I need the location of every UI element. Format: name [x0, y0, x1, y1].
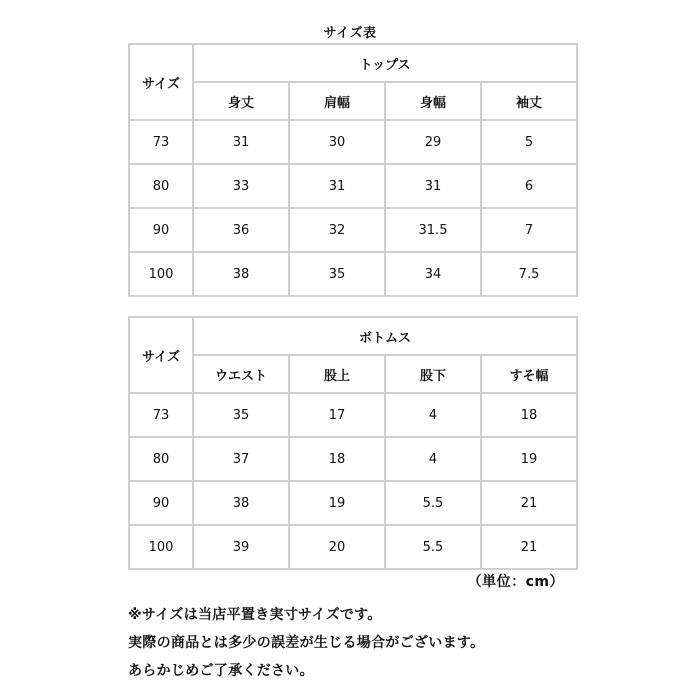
table-cell: 4: [385, 393, 481, 437]
bottoms-size-table: [128, 316, 578, 570]
table-cell: 6: [481, 164, 577, 208]
table-row: [129, 120, 577, 164]
table-cell: 20: [289, 525, 385, 569]
table-row: [129, 525, 577, 569]
table-cell: 37: [193, 437, 289, 481]
table-cell: 5.5: [385, 481, 481, 525]
size-column-header: サイズ: [129, 44, 193, 120]
table-cell: 33: [193, 164, 289, 208]
table-cell: 32: [289, 208, 385, 252]
size-cell: 80: [129, 164, 193, 208]
table-cell: 36: [193, 208, 289, 252]
size-cell: 100: [129, 525, 193, 569]
bottoms-group-header: ボトムス: [193, 317, 577, 355]
table-cell: 5: [481, 120, 577, 164]
table-cell: 18: [289, 437, 385, 481]
table-cell: 34: [385, 252, 481, 296]
note-line-variance: 実際の商品とは多少の誤差が生じる場合がございます。: [128, 635, 485, 651]
table-cell: 39: [193, 525, 289, 569]
table-cell: 17: [289, 393, 385, 437]
table-row: [129, 208, 577, 252]
table-row: [129, 437, 577, 481]
table-cell: 29: [385, 120, 481, 164]
size-cell: 90: [129, 208, 193, 252]
table-cell: 35: [289, 252, 385, 296]
column-header-hem-width: すそ幅: [481, 355, 577, 393]
column-header-rise: 股上: [289, 355, 385, 393]
column-header-inseam: 股下: [385, 355, 481, 393]
note-line-acknowledgement: あらかじめご了承ください。: [128, 663, 314, 679]
table-cell: 38: [193, 252, 289, 296]
size-cell: 100: [129, 252, 193, 296]
column-header-sleeve-length: 袖丈: [481, 82, 577, 120]
column-header-shoulder-width: 肩幅: [289, 82, 385, 120]
note-line-measurement: ※サイズは当店平置き実寸サイズです。: [128, 607, 382, 623]
size-cell: 73: [129, 393, 193, 437]
table-cell: 35: [193, 393, 289, 437]
table-row: [129, 252, 577, 296]
table-cell: 5.5: [385, 525, 481, 569]
table-cell: 21: [481, 525, 577, 569]
table-row: [129, 164, 577, 208]
table-cell: 31: [385, 164, 481, 208]
table-cell: 19: [289, 481, 385, 525]
page-title: サイズ表: [323, 26, 377, 41]
size-cell: 73: [129, 120, 193, 164]
table-cell: 30: [289, 120, 385, 164]
column-header-body-length: 身丈: [193, 82, 289, 120]
table-row: [129, 393, 577, 437]
unit-note: （単位：cm）: [467, 574, 564, 590]
notes-block: [128, 601, 648, 685]
size-cell: 80: [129, 437, 193, 481]
column-header-waist: ウエスト: [193, 355, 289, 393]
table-row: [129, 481, 577, 525]
table-cell: 7.5: [481, 252, 577, 296]
column-header-body-width: 身幅: [385, 82, 481, 120]
tops-size-table: [128, 43, 578, 297]
table-subheader-row: [129, 355, 577, 393]
size-column-header: サイズ: [129, 317, 193, 393]
table-cell: 31: [289, 164, 385, 208]
table-cell: 4: [385, 437, 481, 481]
table-subheader-row: [129, 82, 577, 120]
table-header-row: [129, 44, 577, 82]
size-cell: 90: [129, 481, 193, 525]
table-header-row: [129, 317, 577, 355]
table-cell: 19: [481, 437, 577, 481]
table-cell: 21: [481, 481, 577, 525]
tops-group-header: トップス: [193, 44, 577, 82]
table-cell: 31.5: [385, 208, 481, 252]
table-cell: 18: [481, 393, 577, 437]
table-cell: 31: [193, 120, 289, 164]
table-cell: 38: [193, 481, 289, 525]
table-cell: 7: [481, 208, 577, 252]
